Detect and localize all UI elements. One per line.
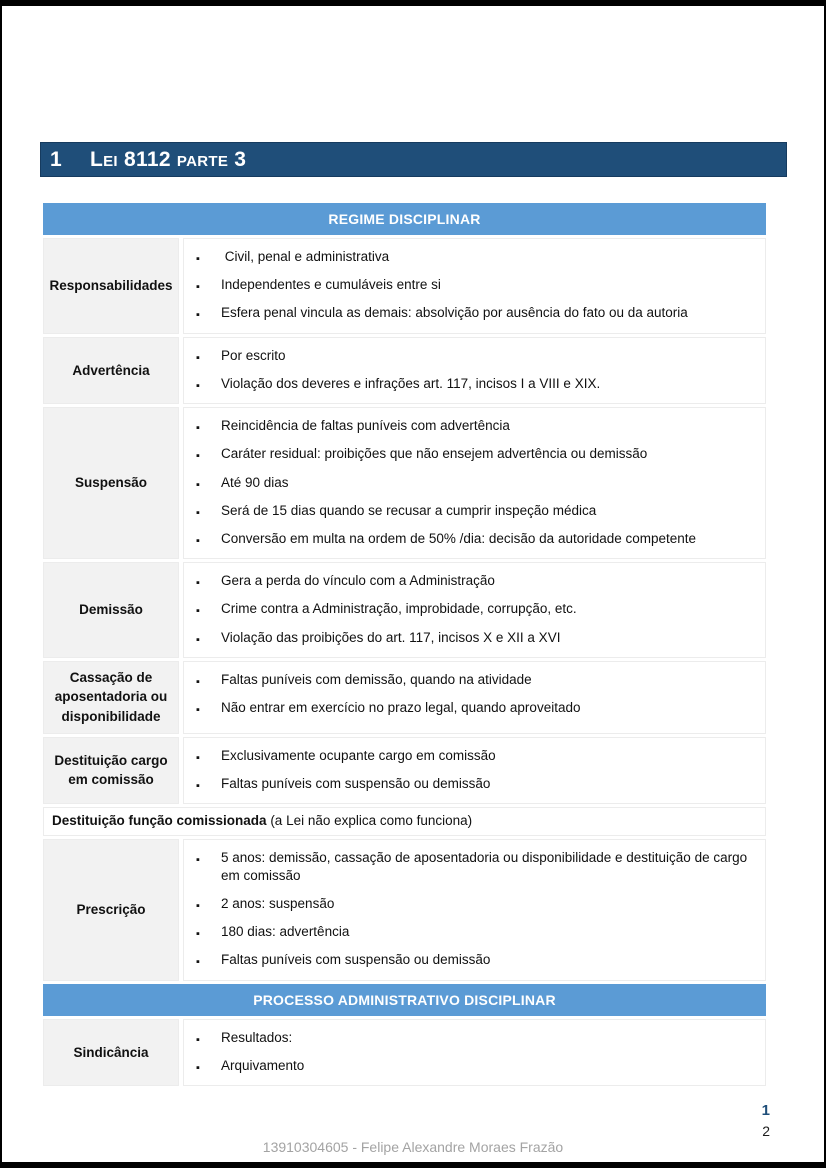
square-bullet-icon	[196, 671, 221, 689]
list-item	[196, 671, 755, 689]
bullet-text: Reincidência de faltas puníveis com advertência	[221, 418, 510, 434]
bullet-text: 5 anos: demissão, cassação de aposentadoria ou disponibilidade e destituição de cargo em comissão	[221, 849, 751, 883]
bullet-text: Caráter residual: proibições que não ensejem advertência ou demissão	[221, 446, 648, 462]
square-bullet-icon	[196, 530, 221, 548]
row-content	[183, 337, 766, 404]
square-bullet-icon	[196, 1029, 221, 1047]
square-bullet-icon	[196, 276, 221, 294]
section-header-regime-disciplinar: REGIME DISCIPLINAR	[43, 203, 766, 235]
bullet-text: Conversão em multa na ordem de 50% /dia: decisão da autoridade competente	[221, 530, 697, 546]
square-bullet-icon	[196, 304, 221, 322]
bullet-text: Arquivamento	[221, 1057, 305, 1073]
row-label: Destituição cargo em comissão	[43, 737, 179, 804]
row-content	[183, 562, 766, 658]
table-row-advertencia	[43, 337, 766, 404]
row-label: Cassação de aposentadoria ou disponibilidade	[43, 661, 179, 734]
square-bullet-icon	[196, 699, 221, 717]
list-item	[196, 474, 755, 492]
bullet-text: Por escrito	[221, 347, 286, 363]
square-bullet-icon	[196, 629, 221, 647]
list-item	[196, 375, 755, 393]
row-content	[183, 661, 766, 734]
bullet-text: Faltas puníveis com demissão, quando na atividade	[221, 671, 532, 687]
list-item	[196, 304, 755, 322]
square-bullet-icon	[196, 895, 221, 913]
note-normal-text: (a Lei não explica como funciona)	[266, 812, 473, 828]
list-item	[196, 849, 755, 885]
list-item	[196, 248, 755, 266]
list-item	[196, 600, 755, 618]
row-content	[183, 238, 766, 334]
bullet-text: Independentes e cumuláveis entre si	[221, 277, 441, 293]
table-row-destituicao-cargo	[43, 737, 766, 804]
bullet-text: Faltas puníveis com suspensão ou demissão	[221, 775, 491, 791]
square-bullet-icon	[196, 951, 221, 969]
list-item	[196, 347, 755, 365]
bullet-text: 180 dias: advertência	[221, 924, 350, 940]
square-bullet-icon	[196, 600, 221, 618]
square-bullet-icon	[196, 1057, 221, 1075]
table-row-destituicao-funcao-note	[43, 807, 766, 836]
table-row-sindicancia	[43, 1019, 766, 1086]
row-label: Sindicância	[43, 1019, 179, 1086]
table-row-prescricao	[43, 839, 766, 981]
list-item	[196, 502, 755, 520]
square-bullet-icon	[196, 375, 221, 393]
bullet-text: Faltas puníveis com suspensão ou demissão	[221, 952, 491, 968]
page-number-primary: 1	[761, 1102, 770, 1119]
bullet-text: Violação dos deveres e infrações art. 117, incisos I a VIII e XIX.	[221, 375, 601, 391]
list-item	[196, 775, 755, 793]
footer-watermark: 13910304605 - Felipe Alexandre Moraes Frazão	[262, 1139, 564, 1155]
list-item	[196, 276, 755, 294]
list-item	[196, 923, 755, 941]
square-bullet-icon	[196, 474, 221, 492]
table-row-suspensao	[43, 407, 766, 559]
bullet-text: Violação das proibições do art. 117, incisos X e XII a XVI	[221, 629, 561, 645]
list-item	[196, 1057, 755, 1075]
row-content	[183, 839, 766, 981]
disciplinary-table	[43, 203, 766, 1089]
row-label: Prescrição	[43, 839, 179, 981]
row-content	[183, 737, 766, 804]
note-bold-text: Destituição função comissionada	[52, 812, 267, 828]
row-content	[183, 407, 766, 559]
row-content	[183, 1019, 766, 1086]
square-bullet-icon	[196, 445, 221, 463]
list-item	[196, 417, 755, 435]
row-label: Responsabilidades	[43, 238, 179, 334]
page-number-secondary: 2	[762, 1123, 770, 1139]
bullet-text: Será de 15 dias quando se recusar a cumprir inspeção médica	[221, 502, 597, 518]
square-bullet-icon	[196, 347, 221, 365]
list-item	[196, 572, 755, 590]
square-bullet-icon	[196, 849, 221, 885]
section-header-processo-administrativo: PROCESSO ADMINISTRATIVO DISCIPLINAR	[43, 984, 766, 1016]
square-bullet-icon	[196, 775, 221, 793]
bullet-text: Não entrar em exercício no prazo legal, quando aproveitado	[221, 700, 581, 716]
square-bullet-icon	[196, 502, 221, 520]
table-row-cassacao	[43, 661, 766, 734]
bullet-text: Crime contra a Administração, improbidade, corrupção, etc.	[221, 601, 577, 617]
list-item	[196, 530, 755, 548]
bullet-text: Exclusivamente ocupante cargo em comissão	[221, 747, 496, 763]
list-item	[196, 629, 755, 647]
list-item	[196, 951, 755, 969]
square-bullet-icon	[196, 923, 221, 941]
chapter-title: Lei 8112 parte 3	[90, 147, 247, 171]
bullet-text: Até 90 dias	[221, 474, 289, 490]
bullet-text: Gera a perda do vínculo com a Administração	[221, 573, 495, 589]
list-item	[196, 1029, 755, 1047]
table-row-demissao	[43, 562, 766, 658]
row-label: Advertência	[43, 337, 179, 404]
row-label: Demissão	[43, 562, 179, 658]
square-bullet-icon	[196, 248, 221, 266]
list-item	[196, 895, 755, 913]
square-bullet-icon	[196, 572, 221, 590]
list-item	[196, 747, 755, 765]
chapter-number: 1	[50, 147, 62, 171]
bullet-text: 2 anos: suspensão	[221, 895, 335, 911]
chapter-heading-bar	[40, 142, 787, 177]
bullet-text: Esfera penal vincula as demais: absolvição por ausência do fato ou da autoria	[221, 305, 688, 321]
square-bullet-icon	[196, 747, 221, 765]
bullet-text: Civil, penal e administrativa	[221, 249, 390, 264]
square-bullet-icon	[196, 417, 221, 435]
list-item	[196, 445, 755, 463]
list-item	[196, 699, 755, 717]
bullet-text: Resultados:	[221, 1029, 293, 1045]
row-label: Suspensão	[43, 407, 179, 559]
table-row-responsabilidades	[43, 238, 766, 334]
